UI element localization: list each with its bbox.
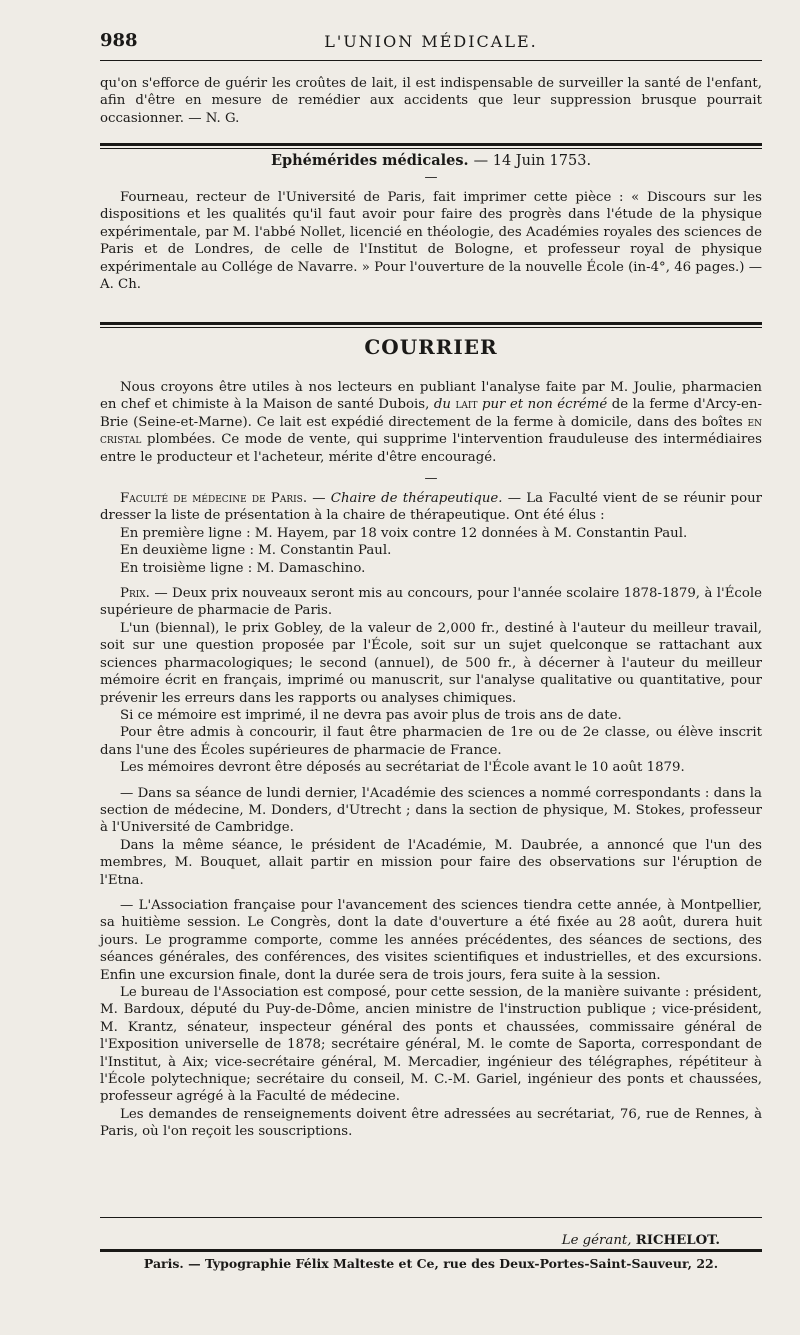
courrier-dash: — xyxy=(424,471,438,487)
ephemerides-paragraph: Fourneau, recteur de l'Université de Paris, fait imprimer cette pièce : « Discours sur les dispositions et les qualités qu'il faut avoir pour faire des progrès dans l'étude de la physique expérimentale, par M. l'abbé Nollet, licencié en théologie, des Académies royales des sciences de Paris et de Londres, de celle de l'Institut de Bologne, et professeur royal de physique expérimentale au Collége de Navarre. » Pour l'ouverture de la nouvelle École (in-4°, 46 pages.) — A. Ch. xyxy=(100,190,762,293)
section-divider-thin xyxy=(100,148,762,149)
list-item: En deuxième ligne : M. Constantin Paul. xyxy=(120,543,392,559)
academie-paragraph: — Dans sa séance de lundi dernier, l'Académie des sciences a nommé correspondants : dans la section de médecine, M. Donders, d'Utrecht ; dans la section de physique, M. Stokes, professeur à l'Université de Cambridge. xyxy=(100,785,762,836)
bureau-paragraph: Le bureau de l'Association est composé, pour cette session, de la manière suivante : président, M. Bardoux, député du Puy-de-Dôme, ancien ministre de l'instruction publique ; vice-président, M. Krantz, sénateur, inspecteur général des ponts et chaussées, commissaire général de l'Exposition universelle de 1878; secrétaire général, M. le comte de Saporta, correspondant de l'Institut, à Aix; vice-secrétaire général, M. Mercadier, ingénieur des télégraphes, répétiteur à l'École polytechnique; secrétaire du conseil, M. C.-M. Gariel, ingénieur des ponts et chaussées, professeur agrégé à la Faculté de médecine. xyxy=(100,985,762,1105)
ephemerides-dash: — xyxy=(424,170,438,185)
lait-paragraph: Nous croyons être utiles à nos lecteurs en publiant l'analyse faite par M. Joulie, pharmacien en chef et chimiste à la Maison de santé Dubois, du lait pur et non écrémé de la ferme d'Arcy-en-Brie (Seine-et-Marne). Ce lait est expédié directement de la ferme à domicile, dans des boîtes en cristal plombées. Ce mode de vente, qui supprime l'intervention frauduleuse des intermédiaires entre le producteur et l'acheteur, mérite d'être encouragé. xyxy=(100,380,762,465)
admis-paragraph: Pour être admis à concourir, il faut être pharmacien de 1re ou de 2e classe, ou élève inscrit dans l'une des Écoles supérieures de pharmacie de France. xyxy=(100,725,762,758)
deposes-paragraph: Les mémoires devront être déposés au secrétariat de l'École avant le 10 août 1879. xyxy=(120,760,685,776)
association-paragraph: — L'Association française pour l'avancement des sciences tiendra cette année, à Montpellier, sa huitième session. Le Congrès, dont la date d'ouverture a été fixée au 28 août, durera huit jours. Le programme comporte, comme les années précédentes, des séances de sections, des séances générales, des conférences, des visites scientifiques et industrielles, et des excursions. Enfin une excursion finale, dont la durée sera de trois jours, fera suite à la session. xyxy=(100,897,762,983)
intro-paragraph: qu'on s'efforce de guérir les croûtes de lait, il est indispensable de surveiller la santé de l'enfant, afin d'être en mesure de remédier aux accidents que leur suppression brusque pourrait occasionner. — N. G. xyxy=(100,76,762,126)
daubree-paragraph: Dans la même séance, le président de l'Académie, M. Daubrée, a annoncé que l'un des membres, M. Bouquet, allait partir en mission pour faire des observations sur l'éruption de l'Etna. xyxy=(100,837,762,888)
signature-rule xyxy=(100,1217,762,1218)
elus-list xyxy=(100,525,762,577)
ephemerides-heading: Ephémérides médicales. — 14 Juin 1753. xyxy=(270,152,592,169)
printer-imprint: Paris. — Typographie Félix Malteste et Ce, rue des Deux-Portes-Saint-Sauveur, 22. xyxy=(143,1256,719,1271)
prix-paragraph: Prix. — Deux prix nouveaux seront mis au concours, pour l'année scolaire 1878-1879, à l'École supérieure de pharmacie de Paris. xyxy=(100,586,762,619)
biennal-paragraph: L'un (biennal), le prix Gobley, de la valeur de 2,000 fr., destiné à l'auteur du meilleur travail, soit sur une question proposée par l'École, soit sur un sujet quelconque se rattachant aux sciences pharmacologiques; le second (annuel), de 500 fr., à décerner à l'auteur du meilleur mémoire écrit en français, imprimé ou manuscrit, sur l'analyse qualitative ou quantitative, pour prévenir les erreurs dans les rapports ou analyses chimiques. xyxy=(100,620,762,706)
journal-title: L'UNION MÉDICALE. xyxy=(324,32,538,51)
memoire-paragraph: Si ce mémoire est imprimé, il ne devra pas avoir plus de trois ans de date. xyxy=(120,707,622,723)
ephemerides-section xyxy=(100,152,762,293)
courrier-heading: COURRIER xyxy=(364,335,498,359)
courrier-rule-thin xyxy=(100,327,762,328)
list-item: En troisième ligne : M. Damaschino. xyxy=(120,560,366,576)
page-number: 988 xyxy=(100,30,138,51)
courrier-rule xyxy=(100,322,762,325)
courrier-section xyxy=(100,335,762,1141)
list-item: En première ligne : M. Hayem, par 18 voix contre 12 données à M. Constantin Paul. xyxy=(120,525,688,541)
footer-rule xyxy=(100,1249,762,1252)
demandes-paragraph: Les demandes de renseignements doivent être adressées au secrétariat, 76, rue de Rennes, à Paris, où l'on reçoit les souscriptions. xyxy=(100,1106,762,1140)
header-rule xyxy=(100,60,762,61)
page-header xyxy=(100,30,762,56)
signature: Le gérant, RICHELOT. xyxy=(561,1233,720,1248)
faculte-paragraph: Faculté de médecine de Paris. — Chaire de thérapeutique. — La Faculté vient de se réunir pour dresser la liste de présentation à la chaire de thérapeutique. Ont été élus : xyxy=(100,491,762,524)
section-divider xyxy=(100,143,762,146)
